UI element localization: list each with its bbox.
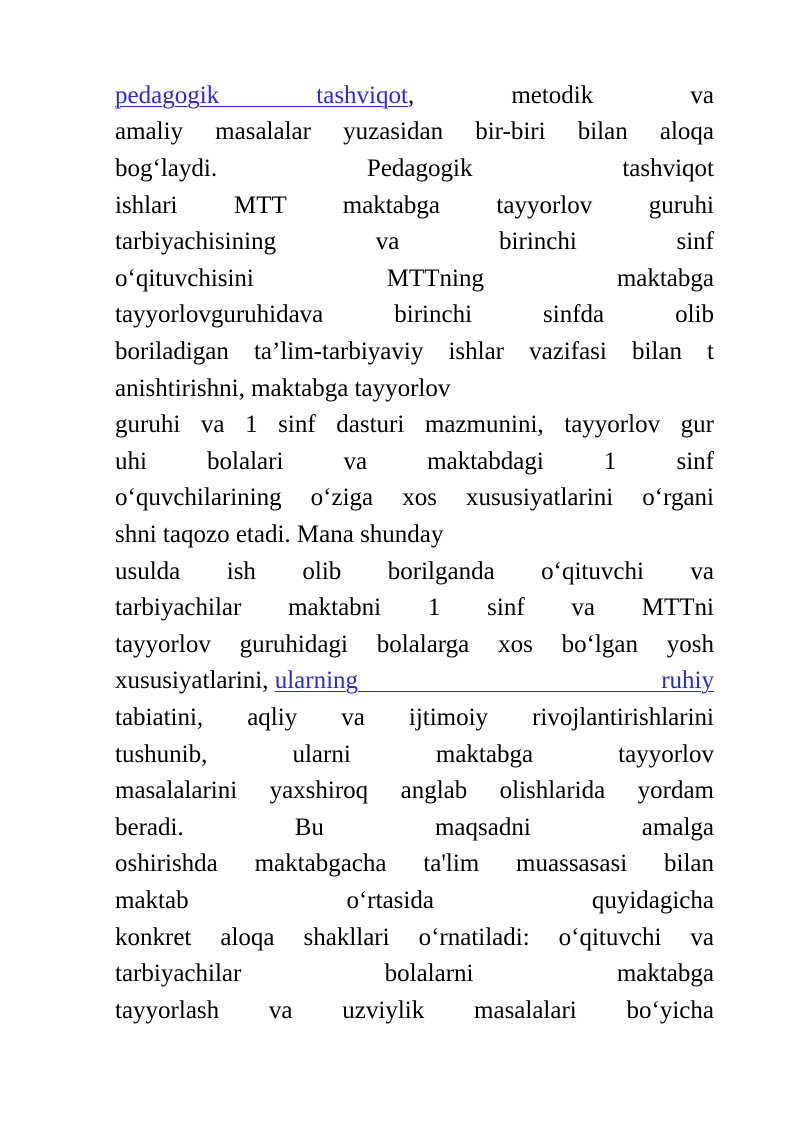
text-line-6: o‘qituvchisini MTTning maktabga [115,265,714,292]
text-line-26: tayyorlash va uzviylik masalalari bo‘yicha [115,997,714,1024]
pedagogik-tashviqot-link[interactable]: pedagogik tashviqot [115,82,408,109]
text-line-12: o‘quvchilarining o‘ziga xos xususiyatlarini o‘rgani [115,484,714,511]
text-line-3: bog‘laydi. Pedagogik tashviqot [115,155,714,182]
text-line-19: tushunib, ularni maktabga tayyorlov [115,741,714,768]
text-line-13: shni taqozo etadi. Mana shunday [115,521,444,548]
text-line-16: tayyorlov guruhidagi bolalarga xos bo‘lgan yosh [115,631,714,658]
text-line-18: tabiatini, aqliy va ijtimoiy rivojlantirishlarini [115,704,714,731]
text-line-23: maktab o‘rtasida quyidagicha [115,887,714,914]
text-line-10: guruhi va 1 sinf dasturi mazmunini, tayyorlov gur [115,411,714,438]
text-line-20: masalalarini yaxshiroq anglab olishlarida yordam [115,777,714,804]
text-line-24: konkret aloqa shakllari o‘rnatiladi: o‘qituvchi va [115,924,714,951]
text-line-14: usulda ish olib borilganda o‘qituvchi va [115,558,714,585]
text-line-9: anishtirishni, maktabga tayyorlov [115,375,451,402]
ularning-ruhiy-link[interactable]: ularning ruhiy [274,667,714,694]
text-line-4: ishlari MTT maktabga tayyorlov guruhi [115,192,714,219]
text-line-17 [115,662,714,699]
text-line-25: tarbiyachilar bolalarni maktabga [115,960,714,987]
line-17-start: xususiyatlarini, [115,667,275,694]
text-line-11: uhi bolalari va maktabdagi 1 sinf [115,448,714,475]
text-line-15: tarbiyachilar maktabni 1 sinf va MTTni [115,594,714,621]
text-line-21: beradi. Bu maqsadni amalga [115,814,714,841]
text-line-7: tayyorlovguruhidava birinchi sinfda olib [115,301,714,328]
line-1-rest: , metodik va [407,82,714,109]
text-line-5: tarbiyachisining va birinchi sinf [115,228,714,255]
text-line-2: amaliy masalalar yuzasidan bir-biri bilan aloqa [115,118,714,145]
text-line-1 [115,77,714,114]
text-line-8: boriladigan ta’lim-tarbiyaviy ishlar vazifasi bilan t [115,338,714,365]
text-line-22: oshirishda maktabgacha ta'lim muassasasi bilan [115,850,714,877]
